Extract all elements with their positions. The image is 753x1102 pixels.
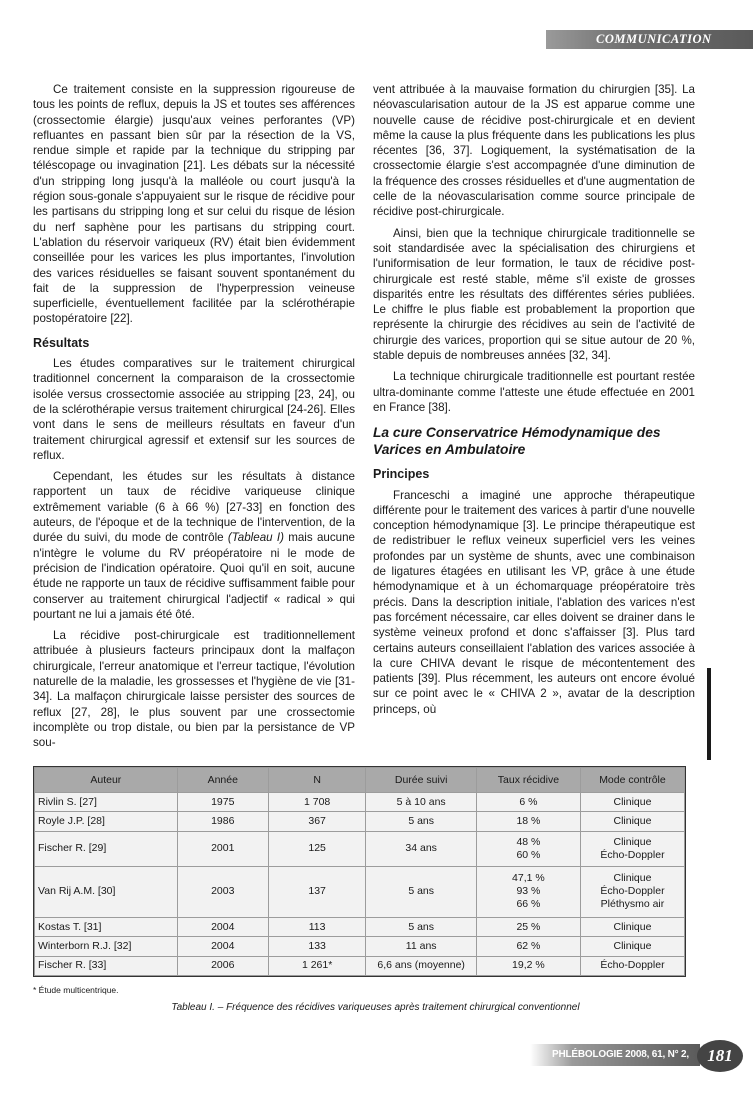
cell-duree: 5 ans <box>366 812 475 830</box>
cell-taux <box>477 957 580 975</box>
taux-value: 60 % <box>516 848 541 861</box>
heading-principes: Principes <box>373 467 430 482</box>
cell-duree: 5 à 10 ans <box>366 793 475 811</box>
results-table <box>34 767 685 976</box>
column-header: Mode contrôle <box>581 768 684 792</box>
left-column <box>33 82 355 756</box>
paragraph: Franceschi a imaginé une approche thérapeutique différente pour le traitement des varices à partir d'une nouvelle conception hémodynamique [3]. Le principe thérapeutique est de redistribuer le reflux veineux superficiel vers les veines profondes par un système de shunts, avec une combinaison de ligatures étagées en utilisant les VP, grâce à une étude hémodynamique et à un échomarquage préopératoire très précis. Dans la description initiale, l'ablation des varices n'est pas forcément nécessaire, car elles doivent se drainer dans le système veineux profond et donc s'affaisser [3]. Plus tard certains auteurs conseillaient l'ablation des varices associée à la cure CHIVA devant le risque de mécontentement des patients [39]. Plus récemment, les auteurs ont encore évolué sur ce point avec le « CHIVA 2 », avatar de la description princeps, où <box>373 488 695 716</box>
cell-auteur: Kostas T. [31] <box>35 918 177 936</box>
table-reference: (Tableau I) <box>227 531 284 545</box>
column-header: Taux récidive <box>477 768 580 792</box>
cell-annee: 1975 <box>178 793 268 811</box>
table-row <box>35 793 684 811</box>
cell-annee: 1986 <box>178 812 268 830</box>
table-row <box>35 867 684 917</box>
mode-value: Clinique <box>613 795 652 808</box>
cell-mode <box>581 937 684 955</box>
cell-annee: 2001 <box>178 832 268 866</box>
cell-auteur: Fischer R. [33] <box>35 957 177 975</box>
cell-auteur: Rivlin S. [27] <box>35 793 177 811</box>
paragraph-text: mais aucune n'intègre le volume du RV préopératoire ni le mode de précision de l'indication opératoire. Quoi qu'il en soit, aucune étude ne rapporte un taux de récidive suffisamment faible pour conserver au traitement chirurgical l'adjectif « radical » qui pourtant ne lui a jamais été ôté. <box>33 531 355 621</box>
taux-value: 25 % <box>516 920 541 933</box>
paragraph: vent attribuée à la mauvaise formation du chirurgien [35]. La néovascularisation autour de la JS est apparue comme une nouvelle cause de récidive post-chirurgicale et en devient même la cause la plus fréquente dans les publications les plus récentes [36, 37]. Logiquement, la systématisation de la crossectomie élargie s'est accompagnée d'une diminution de la fréquence des crosses résiduelles et d'une augmentation de celle de la néovascularisation comme source principale de récidive post-chirurgicale. <box>373 83 695 219</box>
mode-value: Clinique <box>613 814 652 827</box>
cell-mode <box>581 832 684 866</box>
paragraph: Ainsi, bien que la technique chirurgicale traditionnelle se soit standardisée avec la spécialisation des chirurgiens et l'uniformisation de leur formation, le taux de récidive post-chirurgicale est resté stable, même s'il existe de grosses disparités entre les résultats des différentes séries publiées. Le chiffre le plus fiable est probablement la proportion que représente la chirurgie des récidives au sein de l'activité de chirurgie des varices, proportion qui se situe autour de 20 %, stable depuis de nombreuses années [32, 34]. <box>373 226 695 363</box>
cell-mode <box>581 957 684 975</box>
cell-n: 137 <box>269 867 366 917</box>
cell-duree: 5 ans <box>366 867 475 917</box>
cell-mode <box>581 812 684 830</box>
taux-value: 47,1 % <box>512 872 545 885</box>
mode-value: Clinique <box>613 835 652 848</box>
paragraph-text: Cependant, les études sur les résultats à distance rapportent un taux de récidive variqueuse clinique extrêmement variable (6 à 66 %) [27-33] en fonction des auteurs, de l'époque et de la technique de l'intervention, de la durée du suivi, du mode de contrôle <box>33 470 355 545</box>
taux-value: 66 % <box>516 898 541 911</box>
cell-annee: 2004 <box>178 918 268 936</box>
page-number: 181 <box>707 1046 733 1065</box>
heading-resultats: Résultats <box>33 335 90 350</box>
column-header: Auteur <box>35 768 177 792</box>
table-row <box>35 832 684 866</box>
table-row <box>35 812 684 830</box>
cell-duree: 11 ans <box>366 937 475 955</box>
journal-reference: PHLÉBOLOGIE 2008, 61, N° 2, 179-195 <box>552 1049 689 1082</box>
cell-n: 113 <box>269 918 366 936</box>
mode-value: Écho-Doppler <box>600 959 665 972</box>
mode-value: Écho-Doppler <box>600 848 665 861</box>
cell-n: 367 <box>269 812 366 830</box>
column-header: N <box>269 768 366 792</box>
cell-auteur: Fischer R. [29] <box>35 832 177 866</box>
cell-duree: 6,6 ans (moyenne) <box>366 957 475 975</box>
table-row <box>35 957 684 975</box>
right-column <box>373 82 695 723</box>
taux-value: 6 % <box>519 795 538 808</box>
cell-n: 1 708 <box>269 793 366 811</box>
cell-taux <box>477 937 580 955</box>
mode-value: Clinique <box>613 872 652 885</box>
cell-taux <box>477 867 580 917</box>
cell-annee: 2004 <box>178 937 268 955</box>
table-row <box>35 918 684 936</box>
cell-annee: 2006 <box>178 957 268 975</box>
mode-value: Clinique <box>613 920 652 933</box>
table-caption: Tableau I. – Fréquence des récidives variqueuses après traitement chirurgical conventionnel <box>171 1002 580 1013</box>
cell-taux <box>477 793 580 811</box>
journal-footer <box>530 1044 700 1082</box>
table-header-row <box>35 768 684 792</box>
taux-value: 48 % <box>516 835 541 848</box>
mode-value: Écho-Doppler <box>600 885 665 898</box>
cell-auteur: Winterborn R.J. [32] <box>35 937 177 955</box>
cell-n: 1 261* <box>269 957 366 975</box>
section-banner <box>546 30 753 49</box>
taux-value: 93 % <box>516 885 541 898</box>
paragraph <box>33 469 355 622</box>
cell-taux <box>477 812 580 830</box>
margin-bar <box>707 668 711 760</box>
page-number-badge <box>697 1040 743 1072</box>
paragraph: La technique chirurgicale traditionnelle est pourtant restée ultra-dominante comme l'atteste une étude effectuée en 2001 en France [38]. <box>373 370 695 414</box>
column-header: Année <box>178 768 268 792</box>
paragraph: La récidive post-chirurgicale est traditionnellement attribuée à plusieurs facteurs principaux dont la malfaçon chirurgicale, l'erreur anatomique et l'erreur tactique, l'évolution naturelle de la maladie, les grossesses et l'hygiène de vie [31-34]. La malfaçon chirurgicale laisse persister des sources de reflux [27, 28], le plus souvent par une crossectomie incomplète ou trop distale, ou bien par la persistance de VP sou- <box>33 629 355 750</box>
paragraph: Ce traitement consiste en la suppression rigoureuse de tous les points de reflux, depuis la JS et toutes ses afférences (crossectomie élargie) jusqu'aux veines perforantes (VP) refluantes en passant bien sûr par la résection de la VS, rendue simple et rapide par la technique du stripping par téléscopage ou invagination [21]. Les débats sur la nécessité d'un stripping long jusqu'à la malléole ou court jusqu'à la région sous-gonale s'appuyaient sur le risque de récidive pour les partisans du stripping long et sur celui du risque de lésion du nerf saphène pour les partisans du stripping court. L'ablation du réservoir variqueux (RV) était bien évidemment conseillée pour les varices les plus importantes, l'involution des varices résiduelles se faisant souvent spontanément du fait de la suppression de l'hyperpression veineuse superficielle, éventuellement facilitée par la sclérothérapie postopératoire [22]. <box>33 83 355 326</box>
cell-mode <box>581 918 684 936</box>
cell-duree: 5 ans <box>366 918 475 936</box>
cell-taux <box>477 918 580 936</box>
taux-value: 19,2 % <box>512 959 545 972</box>
cell-auteur: Royle J.P. [28] <box>35 812 177 830</box>
column-header: Durée suivi <box>366 768 475 792</box>
mode-value: Clinique <box>613 939 652 952</box>
cell-duree: 34 ans <box>366 832 475 866</box>
cell-n: 125 <box>269 832 366 866</box>
cell-n: 133 <box>269 937 366 955</box>
cell-mode <box>581 867 684 917</box>
cell-auteur: Van Rij A.M. [30] <box>35 867 177 917</box>
heading-cure-chiva: La cure Conservatrice Hémodynamique des Varices en Ambulatoire <box>373 425 661 457</box>
table-row <box>35 937 684 955</box>
results-table-frame <box>33 766 686 977</box>
paragraph: Les études comparatives sur le traitement chirurgical traditionnel concernent la comparaison de la crossectomie isolée versus crossectomie associée au stripping [23, 24], ou de la sclérothérapie versus traitement chirurgical [24-26]. Elles vont dans le sens de meilleurs résultats en faveur d'un traitement chirurgical agressif et extensif sur les sources de reflux. <box>33 357 355 462</box>
taux-value: 18 % <box>516 814 541 827</box>
taux-value: 62 % <box>516 939 541 952</box>
section-label: COMMUNICATION <box>596 32 712 46</box>
cell-taux <box>477 832 580 866</box>
mode-value: Pléthysmo air <box>600 898 665 911</box>
table-footnote: * Étude multicentrique. <box>33 985 119 995</box>
cell-mode <box>581 793 684 811</box>
cell-annee: 2003 <box>178 867 268 917</box>
